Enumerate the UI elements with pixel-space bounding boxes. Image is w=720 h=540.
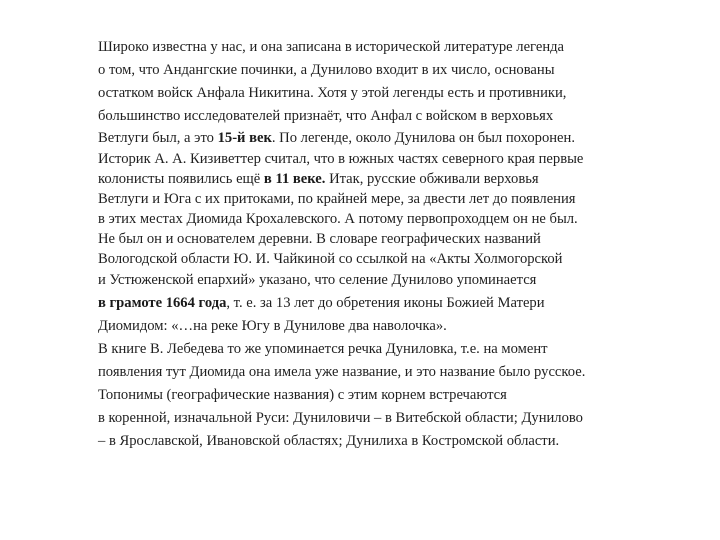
text-line: Вологодской области Ю. И. Чайкиной со ссылкой на «Акты Холмогорской (98, 251, 563, 267)
legend-paragraph (98, 36, 718, 453)
text-segment: Итак, русские обживали верховья (325, 171, 539, 187)
text-line: большинство исследователей признаёт, что Анфал с войском в верховьях (98, 108, 554, 124)
bold-century-11: в 11 веке. (263, 171, 326, 187)
text-line: Ветлуги и Юга с их притоками, по крайней мере, за двести лет до появления (98, 191, 576, 207)
text-line: в этих местах Диомида Крохалевского. А потому первопроходцем он не был. (98, 211, 578, 227)
text-line: Историк А. А. Кизиветтер считал, что в южных частях северного края первые (98, 151, 584, 167)
text-line (98, 169, 718, 189)
text-line: о том, что Андангские починки, а Дунилово входит в их число, основаны (98, 62, 555, 78)
text-line: и Устюженской епархий» указано, что селение Дунилово упоминается (98, 272, 537, 288)
bold-charter-1664: в грамоте 1664 года (98, 295, 227, 311)
text-line: В книге В. Лебедева то же упоминается речка Дуниловка, т.е. на момент (98, 341, 548, 357)
text-line: остатком войск Анфала Никитина. Хотя у этой легенды есть и противники, (98, 85, 567, 101)
text-line: Топонимы (географические названия) с этим корнем встречаются (98, 387, 507, 403)
text-segment: колонисты появились ещё (98, 171, 264, 187)
text-segment: , т. е. за 13 лет до обретения иконы Божией Матери (226, 295, 545, 311)
bold-century-15: 15-й век (217, 130, 272, 146)
text-line: Диомидом: «…на реке Югу в Дунилове два наволочка». (98, 318, 447, 334)
text-line: в коренной, изначальной Руси: Дуниловичи – в Витебской области; Дунилово (98, 410, 583, 426)
text-line: Не был он и основателем деревни. В словаре географических названий (98, 231, 541, 247)
text-line: – в Ярославской, Ивановской областях; Дунилиха в Костромской области. (98, 433, 560, 449)
text-line: Широко известна у нас, и она записана в исторической литературе легенда (98, 39, 565, 55)
text-segment: Ветлуги был, а это (98, 130, 218, 146)
text-line (98, 128, 718, 149)
text-segment: . По легенде, около Дунилова он был похоронен. (271, 130, 575, 146)
text-line: появления тут Диомида она имела уже название, и это название было русское. (98, 364, 586, 380)
text-line (98, 292, 718, 315)
